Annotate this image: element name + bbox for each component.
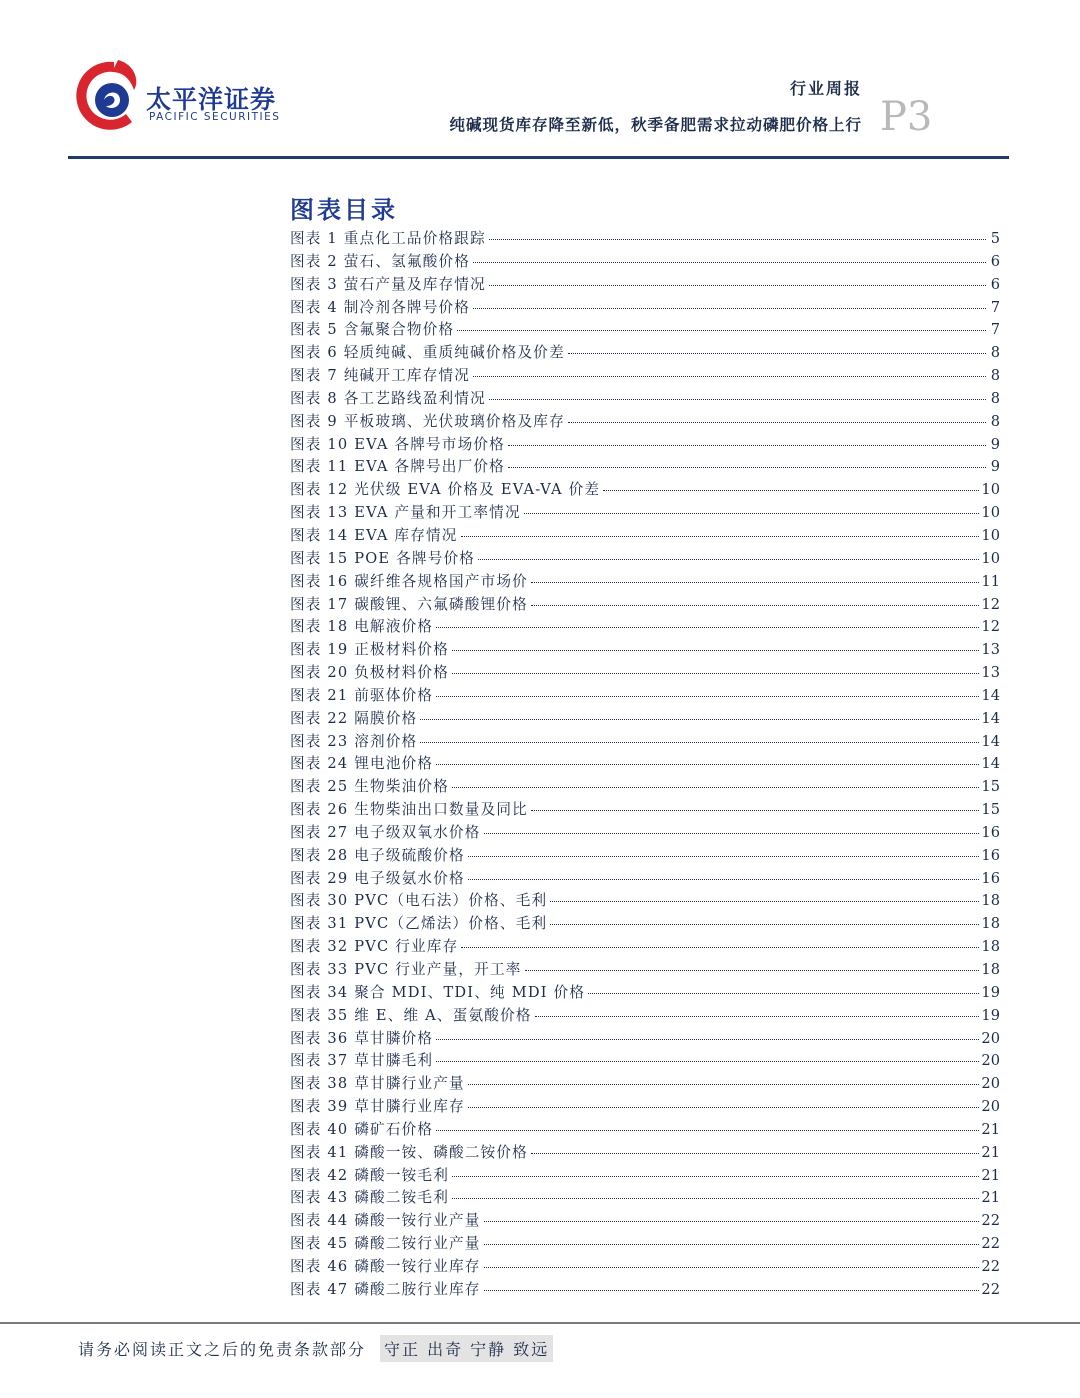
toc-entry-page: 10 xyxy=(981,549,1000,567)
toc-dot-leader xyxy=(550,901,979,902)
toc-entry[interactable] xyxy=(290,525,1000,548)
toc-entry[interactable] xyxy=(290,297,1000,320)
toc-dot-leader xyxy=(436,696,979,697)
toc-entry[interactable] xyxy=(290,434,1000,457)
toc-entry[interactable] xyxy=(290,936,1000,959)
toc-entry[interactable] xyxy=(290,1279,1000,1302)
toc-dot-leader xyxy=(568,353,986,354)
toc-entry-label: 图表 46 磷酸一铵行业库存 xyxy=(290,1257,481,1275)
toc-entry-label: 图表 21 前驱体价格 xyxy=(290,686,434,704)
toc-entry-label: 图表 6 轻质纯碱、重质纯碱价格及价差 xyxy=(290,344,565,362)
header-divider xyxy=(68,156,1009,159)
toc-entry-label: 图表 15 POE 各牌号价格 xyxy=(290,549,476,567)
toc-dot-leader xyxy=(484,1244,980,1245)
toc-entry[interactable] xyxy=(290,456,1000,479)
toc-entry-label: 图表 44 磷酸一铵行业产量 xyxy=(290,1212,481,1230)
toc-dot-leader xyxy=(531,582,979,583)
toc-entry[interactable] xyxy=(290,1233,1000,1256)
toc-entry[interactable] xyxy=(290,571,1000,594)
toc-entry-label: 图表 25 生物柴油价格 xyxy=(290,778,449,796)
toc-dot-leader xyxy=(478,559,979,560)
toc-entry-label: 图表 16 碳纤维各规格国产市场价 xyxy=(290,572,528,590)
toc-entry-label: 图表 43 磷酸二铵毛利 xyxy=(290,1189,449,1207)
toc-entry-label: 图表 34 聚合 MDI、TDI、纯 MDI 价格 xyxy=(290,983,586,1001)
toc-entry[interactable] xyxy=(290,1028,1000,1051)
toc-entry-label: 图表 40 磷矿石价格 xyxy=(290,1120,434,1138)
toc-entry-label: 图表 17 碳酸锂、六氟磷酸锂价格 xyxy=(290,595,528,613)
toc-entry-label: 图表 37 草甘膦毛利 xyxy=(290,1052,434,1070)
toc-dot-leader xyxy=(531,810,979,811)
toc-entry[interactable] xyxy=(290,753,1000,776)
toc-entry-label: 图表 22 隔膜价格 xyxy=(290,709,418,727)
toc-entry[interactable] xyxy=(290,1005,1000,1028)
toc-entry-page: 5 xyxy=(990,230,1000,247)
toc-entry-page: 7 xyxy=(990,298,1000,316)
toc-entry-page: 16 xyxy=(981,869,1000,887)
toc-dot-leader xyxy=(420,719,979,720)
toc-entry-page: 8 xyxy=(990,412,1000,430)
toc-entry-page: 9 xyxy=(990,435,1000,453)
toc-dot-leader xyxy=(468,879,980,880)
toc-dot-leader xyxy=(531,1153,979,1154)
toc-dot-leader xyxy=(588,993,979,994)
toc-entry[interactable] xyxy=(290,1165,1000,1188)
toc-entry-page: 22 xyxy=(981,1212,1000,1230)
toc-entry-page: 20 xyxy=(981,1052,1000,1070)
toc-entry-label: 图表 3 萤石产量及库存情况 xyxy=(290,275,486,293)
toc-entry[interactable] xyxy=(290,1073,1000,1096)
toc-dot-leader xyxy=(603,490,979,491)
toc-entry-page: 21 xyxy=(981,1166,1000,1184)
toc-entry[interactable] xyxy=(290,228,1000,251)
toc-entry-page: 22 xyxy=(981,1257,1000,1275)
toc-dot-leader xyxy=(452,650,979,651)
company-logo xyxy=(74,56,284,146)
toc-entry-label: 图表 13 EVA 产量和开工率情况 xyxy=(290,504,521,522)
toc-entry-page: 14 xyxy=(981,686,1000,704)
toc-dot-leader xyxy=(452,787,979,788)
toc-entry-page: 20 xyxy=(981,1075,1000,1093)
footer-motto: 守正 出奇 宁静 致远 xyxy=(380,1335,553,1362)
toc-entry-page: 16 xyxy=(981,846,1000,864)
toc-entry-label: 图表 20 负极材料价格 xyxy=(290,664,449,682)
toc-entry-label: 图表 23 溶剂价格 xyxy=(290,732,418,750)
toc-entry[interactable] xyxy=(290,913,1000,936)
toc-entry[interactable] xyxy=(290,1142,1000,1165)
toc-dot-leader xyxy=(531,605,979,606)
toc-entry-page: 12 xyxy=(981,595,1000,613)
toc-dot-leader xyxy=(461,536,980,537)
toc-entry[interactable] xyxy=(290,822,1000,845)
toc-dot-leader xyxy=(484,833,980,834)
toc-entry[interactable] xyxy=(290,685,1000,708)
toc-dot-leader xyxy=(489,399,986,400)
toc-entry[interactable] xyxy=(290,982,1000,1005)
toc-entry-label: 图表 35 维 E、维 A、蛋氨酸价格 xyxy=(290,1006,532,1024)
toc-entry-page: 6 xyxy=(990,252,1000,270)
toc-entry-page: 22 xyxy=(981,1235,1000,1253)
toc-entry[interactable] xyxy=(290,548,1000,571)
toc-entry[interactable] xyxy=(290,342,1000,365)
toc-entry[interactable] xyxy=(290,502,1000,525)
toc-entry-label: 图表 36 草甘膦价格 xyxy=(290,1029,434,1047)
toc-entry-label: 图表 1 重点化工品价格跟踪 xyxy=(290,230,486,247)
brand-name-en: PACIFIC SECURITIES xyxy=(149,111,281,123)
toc-entry-page: 14 xyxy=(981,755,1000,773)
toc-entry-label: 图表 30 PVC（电石法）价格、毛利 xyxy=(290,892,548,910)
toc-entry-page: 13 xyxy=(981,641,1000,659)
toc-dot-leader xyxy=(461,947,979,948)
toc-entry-label: 图表 11 EVA 各牌号出厂价格 xyxy=(290,458,505,476)
toc-entry-page: 10 xyxy=(981,481,1000,499)
toc-entry[interactable] xyxy=(290,1119,1000,1142)
toc-entry-label: 图表 4 制冷剂各牌号价格 xyxy=(290,298,471,316)
toc-entry-page: 13 xyxy=(981,664,1000,682)
toc-title: 图表目录 xyxy=(290,196,398,224)
toc-dot-leader xyxy=(473,308,986,309)
toc-entry-label: 图表 12 光伏级 EVA 价格及 EVA-VA 价差 xyxy=(290,481,601,499)
toc-dot-leader xyxy=(436,627,979,628)
toc-entry[interactable] xyxy=(290,799,1000,822)
report-type: 行业周报 xyxy=(789,79,862,98)
toc-entry-page: 18 xyxy=(981,938,1000,956)
toc-entry-page: 8 xyxy=(990,344,1000,362)
toc-entry-label: 图表 38 草甘膦行业产量 xyxy=(290,1075,465,1093)
toc-entry-page: 10 xyxy=(981,504,1000,522)
toc-entry-label: 图表 41 磷酸一铵、磷酸二铵价格 xyxy=(290,1143,528,1161)
toc-entry-label: 图表 19 正极材料价格 xyxy=(290,641,449,659)
toc-entry-page: 14 xyxy=(981,709,1000,727)
toc-entry[interactable] xyxy=(290,662,1000,685)
toc-entry-label: 图表 2 萤石、氢氟酸价格 xyxy=(290,252,471,270)
toc-entry-page: 22 xyxy=(981,1280,1000,1298)
toc-entry-label: 图表 45 磷酸二铵行业产量 xyxy=(290,1235,481,1253)
toc-dot-leader xyxy=(550,924,979,925)
toc-entry-page: 8 xyxy=(990,367,1000,385)
toc-entry-page: 16 xyxy=(981,823,1000,841)
toc-dot-leader xyxy=(457,330,986,331)
toc-entry-page: 20 xyxy=(981,1098,1000,1116)
toc-dot-leader xyxy=(484,1290,980,1291)
toc-entry[interactable] xyxy=(290,365,1000,388)
toc-entry-page: 12 xyxy=(981,618,1000,636)
toc-entry-label: 图表 28 电子级硫酸价格 xyxy=(290,846,465,864)
toc-entry-label: 图表 9 平板玻璃、光伏玻璃价格及库存 xyxy=(290,412,565,430)
toc-entry[interactable] xyxy=(290,1256,1000,1279)
toc-entry-page: 14 xyxy=(981,732,1000,750)
toc-dot-leader xyxy=(535,1016,980,1017)
toc-entry[interactable] xyxy=(290,845,1000,868)
pacific-securities-logo-icon xyxy=(74,56,144,136)
toc-dot-leader xyxy=(524,513,980,514)
toc-dot-leader xyxy=(508,445,986,446)
toc-entry-label: 图表 18 电解液价格 xyxy=(290,618,434,636)
toc-entry-page: 8 xyxy=(990,389,1000,407)
toc-list xyxy=(290,228,1000,1302)
toc-dot-leader xyxy=(436,1130,979,1131)
toc-dot-leader xyxy=(468,1107,980,1108)
toc-dot-leader xyxy=(452,1176,979,1177)
toc-entry-page: 7 xyxy=(990,321,1000,339)
toc-entry[interactable] xyxy=(290,274,1000,297)
toc-entry-label: 图表 8 各工艺路线盈利情况 xyxy=(290,389,486,407)
toc-entry[interactable] xyxy=(290,890,1000,913)
toc-dot-leader xyxy=(484,1267,980,1268)
toc-dot-leader xyxy=(436,1039,979,1040)
toc-entry[interactable] xyxy=(290,1210,1000,1233)
toc-entry-page: 10 xyxy=(981,526,1000,544)
brand-name-cn: 太平洋证券 xyxy=(146,85,277,114)
toc-entry-label: 图表 10 EVA 各牌号市场价格 xyxy=(290,435,505,453)
toc-entry-page: 6 xyxy=(990,275,1000,293)
toc-dot-leader xyxy=(436,764,979,765)
toc-dot-leader xyxy=(484,1221,980,1222)
toc-entry-label: 图表 27 电子级双氧水价格 xyxy=(290,823,481,841)
toc-entry-label: 图表 26 生物柴油出口数量及同比 xyxy=(290,801,528,819)
report-title: 纯碱现货库存降至新低，秋季备肥需求拉动磷肥价格上行 xyxy=(449,116,862,134)
toc-dot-leader xyxy=(489,285,986,286)
toc-entry[interactable] xyxy=(290,1187,1000,1210)
toc-entry[interactable] xyxy=(290,388,1000,411)
toc-entry-label: 图表 32 PVC 行业库存 xyxy=(290,938,459,956)
toc-entry-label: 图表 42 磷酸一铵毛利 xyxy=(290,1166,449,1184)
toc-entry[interactable] xyxy=(290,959,1000,982)
toc-entry-page: 21 xyxy=(981,1189,1000,1207)
toc-dot-leader xyxy=(473,262,986,263)
toc-entry[interactable] xyxy=(290,479,1000,502)
page-number: P3 xyxy=(880,94,933,140)
toc-entry-page: 19 xyxy=(981,1006,1000,1024)
toc-entry-label: 图表 5 含氟聚合物价格 xyxy=(290,321,455,339)
toc-entry-page: 15 xyxy=(981,778,1000,796)
toc-dot-leader xyxy=(473,376,986,377)
toc-dot-leader xyxy=(568,422,986,423)
footer-divider xyxy=(0,1322,1080,1324)
toc-entry-page: 18 xyxy=(981,915,1000,933)
toc-entry-page: 21 xyxy=(981,1143,1000,1161)
toc-dot-leader xyxy=(420,742,979,743)
toc-entry[interactable] xyxy=(290,708,1000,731)
toc-entry-label: 图表 7 纯碱开工库存情况 xyxy=(290,367,471,385)
toc-entry-page: 11 xyxy=(981,572,1000,590)
toc-dot-leader xyxy=(468,856,980,857)
toc-entry-page: 18 xyxy=(981,961,1000,978)
toc-entry[interactable] xyxy=(290,1096,1000,1119)
footer-disclaimer: 请务必阅读正文之后的免责条款部分 xyxy=(78,1340,367,1359)
toc-entry-page: 20 xyxy=(981,1029,1000,1047)
toc-entry-label: 图表 31 PVC（乙烯法）价格、毛利 xyxy=(290,915,548,933)
toc-entry[interactable] xyxy=(290,868,1000,891)
toc-entry-label: 图表 47 磷酸二胺行业库存 xyxy=(290,1280,481,1298)
toc-dot-leader xyxy=(468,1084,980,1085)
toc-entry-label: 图表 14 EVA 库存情况 xyxy=(290,526,458,544)
toc-dot-leader xyxy=(452,1198,979,1199)
toc-dot-leader xyxy=(452,673,979,674)
toc-entry[interactable] xyxy=(290,319,1000,342)
toc-entry-page: 15 xyxy=(981,801,1000,819)
toc-entry[interactable] xyxy=(290,776,1000,799)
toc-entry-label: 图表 24 锂电池价格 xyxy=(290,755,434,773)
toc-entry-page: 19 xyxy=(981,983,1000,1001)
toc-dot-leader xyxy=(436,1061,979,1062)
toc-dot-leader xyxy=(525,970,980,971)
toc-entry[interactable] xyxy=(290,731,1000,754)
toc-entry[interactable] xyxy=(290,639,1000,662)
toc-entry-page: 18 xyxy=(981,892,1000,910)
toc-entry[interactable] xyxy=(290,251,1000,274)
toc-entry[interactable] xyxy=(290,1050,1000,1073)
toc-entry-label: 图表 33 PVC 行业产量，开工率 xyxy=(290,961,522,978)
toc-dot-leader xyxy=(508,467,986,468)
toc-entry-label: 图表 39 草甘膦行业库存 xyxy=(290,1098,465,1116)
toc-entry-page: 21 xyxy=(981,1120,1000,1138)
toc-entry-label: 图表 29 电子级氨水价格 xyxy=(290,869,465,887)
toc-entry[interactable] xyxy=(290,411,1000,434)
toc-entry-page: 9 xyxy=(990,458,1000,476)
toc-entry[interactable] xyxy=(290,616,1000,639)
toc-dot-leader xyxy=(489,239,986,240)
toc-entry[interactable] xyxy=(290,594,1000,617)
